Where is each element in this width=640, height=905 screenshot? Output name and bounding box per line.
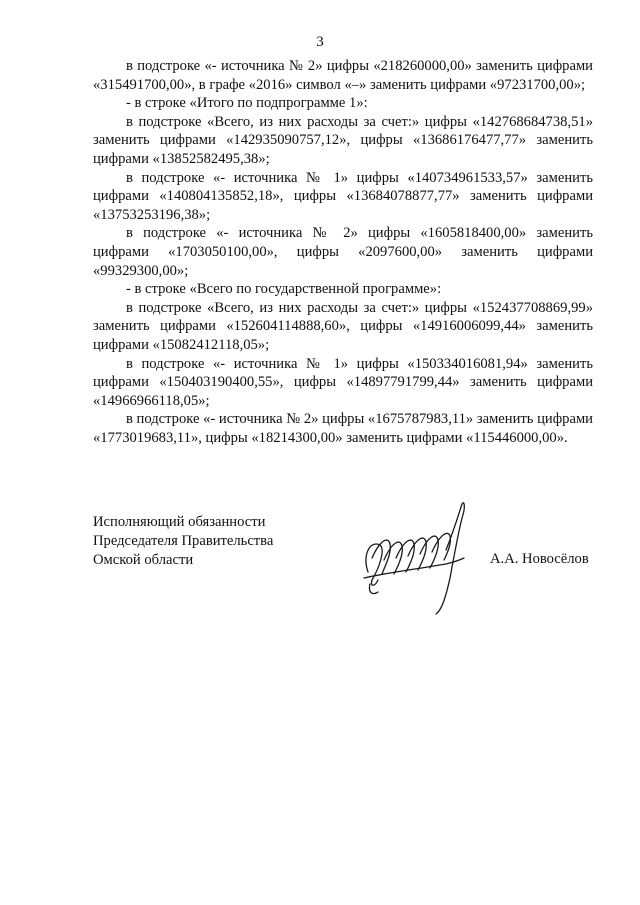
- handwritten-signature: [350, 500, 480, 620]
- paragraph-program-total-all: в подстроке «Всего, из них расходы за счет:» цифры «152437708869,99» заменить цифрами «152604114888,60», цифры «14916006099,44» заменить цифрами «15082412118,05»;: [93, 299, 593, 353]
- position-line: Омской области: [93, 551, 194, 568]
- paragraph-program-total-heading: - в строке «Всего по государственной программе»:: [126, 281, 442, 298]
- position-line: Исполняющий обязанности: [93, 514, 266, 530]
- paragraph-source-2-subprogram: в подстроке «- источника № 2» цифры «218260000,00» заменить цифрами «315491700,00», в графе «2016» символ «–» заменить цифрами «97231700,00»;: [93, 58, 593, 93]
- paragraph-subprogram-total-source-1: в подстроке «- источника № 1» цифры «140734961533,57» заменить цифрами «140804135852,18», цифры «13684078877,77» заменить цифрами «13753253196,38»;: [93, 169, 593, 223]
- paragraph-subprogram-total-all: в подстроке «Всего, из них расходы за счет:» цифры «142768684738,51» заменить цифрами «142935090757,12», цифры «13686176477,77» заменить цифрами «13852582495,38»;: [93, 113, 593, 167]
- page-number: 3: [316, 34, 324, 50]
- signatory-position: [93, 513, 273, 569]
- paragraph-program-total-source-1: в подстроке «- источника № 1» цифры «150334016081,94» заменить цифрами «150403190400,55», цифры «14897791799,44» заменить цифрами «14966966118,05»;: [93, 355, 593, 409]
- paragraph-program-total-source-2: в подстроке «- источника № 2» цифры «1675787983,11» заменить цифрами «1773019683,11», цифры «18214300,00» заменить цифрами «115446000,00».: [93, 411, 593, 446]
- signatory-name: А.А. Новосёлов: [490, 551, 589, 567]
- position-line: Председателя Правительства: [93, 532, 274, 549]
- paragraph-subprogram-total-source-2: в подстроке «- источника № 2» цифры «1605818400,00» заменить цифрами «1703050100,00», цифры «2097600,00» заменить цифрами «99329300,00»;: [93, 225, 593, 279]
- paragraph-subprogram-total-heading: - в строке «Итого по подпрограмме 1»:: [126, 95, 368, 112]
- document-body: [93, 57, 593, 447]
